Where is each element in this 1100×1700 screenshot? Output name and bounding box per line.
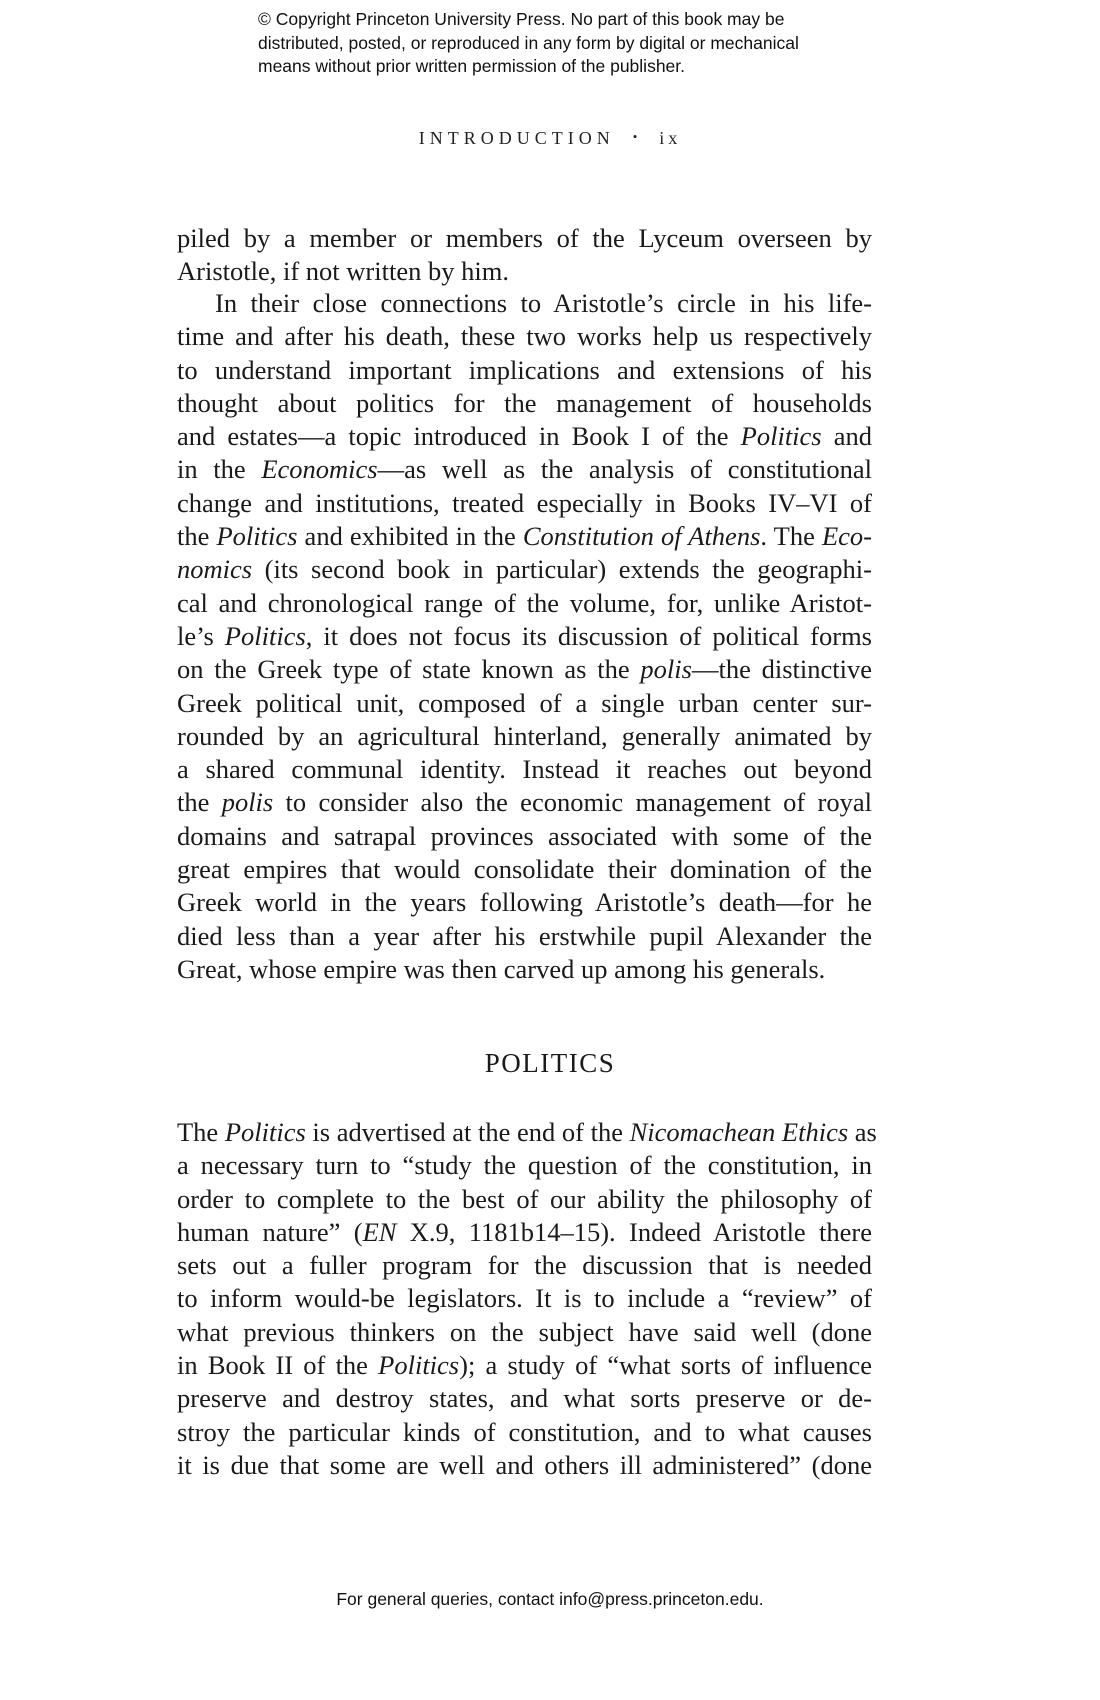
running-head [0,128,1100,149]
italic-title: Politics [224,1117,306,1147]
text-line: died less than a year after his erstwhile pupil Alexander the [177,920,872,951]
italic-title: Eco- [821,521,872,552]
text-line: Aristotle, if not written by him. [177,256,509,287]
text-line: what previous thinkers on the subject have said well (done [177,1316,872,1347]
text-line: piled by a member or members of the Lyceum overseen by [177,223,872,253]
italic-title: Nicomachean Ethics [629,1117,849,1147]
text-line: Greek political unit, composed of a single urban center sur- [177,687,872,718]
copyright-line: distributed, posted, or reproduced in any form by digital or mechanical [258,32,799,53]
text-line: thought about politics for the management of households [177,387,872,418]
copyright-line: means without prior written permission of the publisher. [258,56,686,76]
italic-title: nomics [177,554,253,585]
text-line: Great, whose empire was then carved up among his generals. [177,953,826,984]
paragraph-continuation [177,222,872,289]
text-line: nomics (its second book in particular) extends the geographi- [177,554,872,585]
text-line: it is due that some are well and others ill administered” (done [177,1449,872,1480]
italic-title: Constitution of Athens [522,521,761,552]
text-line: order to complete to the best of our ability the philosophy of [177,1183,872,1214]
italic-title: Politics [216,521,298,552]
text-line: change and institutions, treated especially in Books IV–VI of [177,487,872,518]
text-line: human nature” (EN X.9, 1181b14–15). Indeed Aristotle there [177,1216,872,1247]
text-line: in Book II of the Politics); a study of “what sorts of influence [177,1350,872,1381]
running-head-section: INTRODUCTION [418,128,615,148]
text-line: in the Economics—as well as the analysis of constitutional [177,454,872,485]
italic-title: Politics [740,421,822,452]
paragraph-politics [177,1116,877,1482]
text-line: great empires that would consolidate their domination of the [177,854,872,885]
italic-title: polis [640,654,692,685]
text-line: The Politics is advertised at the end of the Nicomachean Ethics as [177,1117,877,1147]
italic-title: Economics [261,454,378,485]
running-head-separator: • [632,129,638,144]
italic-title: EN [362,1216,397,1247]
paragraph-works-context [177,287,872,986]
text-line: stroy the particular kinds of constitution, and to what causes [177,1416,872,1447]
copyright-notice [258,8,898,79]
text-line: a necessary turn to “study the question of the constitution, in [177,1150,872,1181]
text-line: sets out a fuller program for the discussion that is needed [177,1250,872,1281]
italic-title: Politics [378,1350,460,1381]
italic-title: polis [221,787,274,818]
text-line: Greek world in the years following Aristotle’s death—for he [177,887,872,918]
text-line: le’s Politics, it does not focus its discussion of political forms [177,620,872,651]
text-line: a shared communal identity. Instead it reaches out beyond [177,754,872,785]
copyright-line: © Copyright Princeton University Press. No part of this book may be [258,9,785,29]
text-line: on the Greek type of state known as the polis—the distinctive [177,654,872,685]
text-line: and estates—a topic introduced in Book I of the Politics and [177,421,872,452]
page-number: ix [659,128,682,148]
text-line: time and after his death, these two works help us respectively [177,321,872,352]
text-line: In their close connections to Aristotle’s circle in his life- [215,288,872,318]
text-line: to understand important implications and extensions of his [177,354,872,385]
text-line: the Politics and exhibited in the Constitution of Athens. The Eco- [177,521,872,552]
text-line: cal and chronological range of the volume, for, unlike Aristot- [177,587,872,618]
text-line: domains and satrapal provinces associated with some of the [177,820,872,851]
text-line: preserve and destroy states, and what sorts preserve or de- [177,1383,872,1414]
text-line: the polis to consider also the economic management of royal [177,787,873,818]
footer-contact: For general queries, contact info@press.princeton.edu. [336,1589,764,1609]
text-line: rounded by an agricultural hinterland, generally animated by [177,720,872,751]
section-heading: POLITICS [484,1048,616,1078]
text-line: to inform would-be legislators. It is to include a “review” of [177,1283,872,1314]
italic-title: Politics [224,620,306,651]
